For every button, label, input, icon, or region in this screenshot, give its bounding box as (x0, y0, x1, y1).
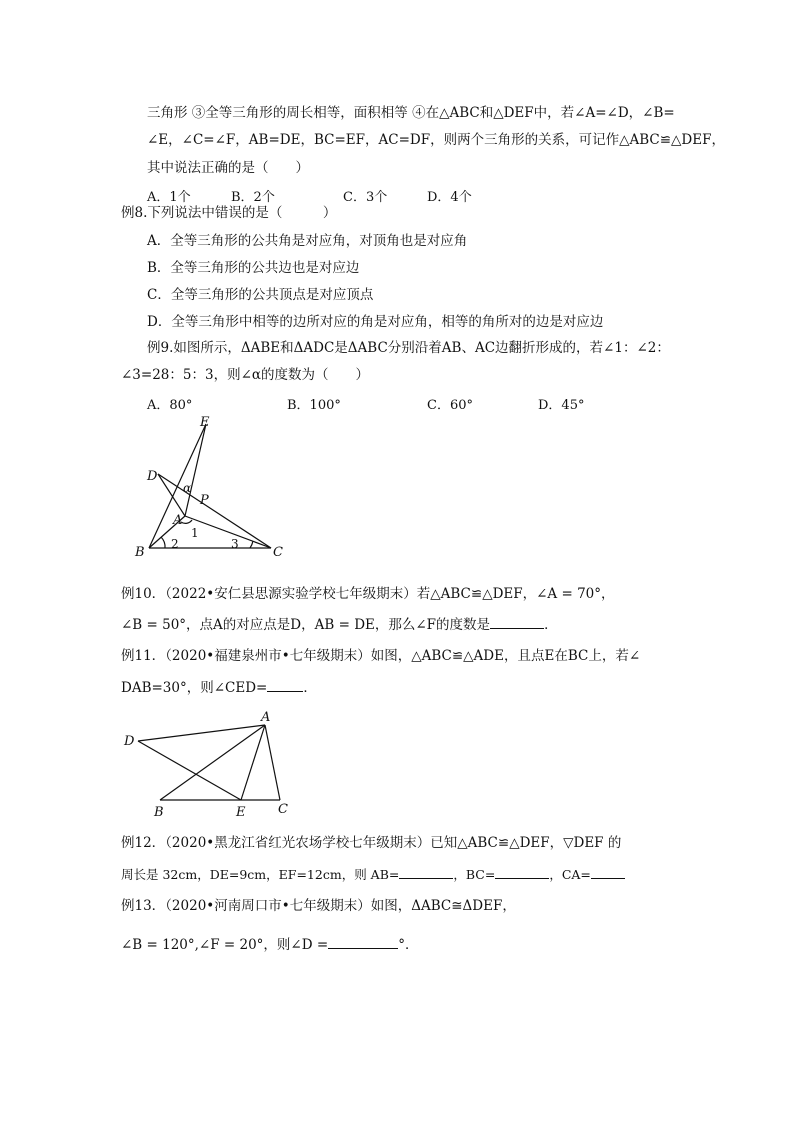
q8-option-a: A．全等三角形的公共角是对应角，对顶角也是对应角 (147, 233, 468, 249)
q13-answer-blank[interactable] (328, 934, 398, 949)
angle-1-arc (181, 520, 192, 523)
q7-line1: 三角形 ③全等三角形的周长相等，面积相等 ④在△ABC和△DEF中，若∠A=∠D，∠B= (147, 105, 675, 121)
label-angle-3: 3 (231, 537, 239, 551)
label-e: E (200, 415, 210, 430)
q10-line2-text: ∠B = 50°，点A的对应点是D，AB = DE，那么∠F的度数是 (121, 617, 491, 633)
q9-line2: ∠3=28：5：3，则∠α的度数为（ ） (121, 367, 369, 383)
q7-option-a: A．1个 (147, 190, 191, 205)
angle-3-arc (250, 541, 253, 548)
q13-line2 (121, 934, 418, 954)
q9-figure (125, 412, 295, 564)
q8-option-d: D．全等三角形中相等的边所对应的角是对应角，相等的角所对的边是对应边 (147, 314, 604, 330)
label-d: D (147, 469, 158, 484)
q11-figure (118, 707, 300, 819)
q12-line2-c: ，CA= (549, 867, 591, 882)
segment-da (158, 474, 185, 516)
q12-ab-blank[interactable] (399, 864, 453, 879)
angle-2-arc (161, 537, 165, 548)
q13-line2-end: °． (398, 937, 419, 953)
q7-line3: 其中说法正确的是（ ） (147, 160, 309, 176)
label-alpha: α (183, 481, 192, 495)
q10-answer-blank[interactable] (490, 614, 544, 629)
q12-line1: 例12．（2020•黑龙江省红光农场学校七年级期末）已知△ABC≌△DEF，▽DEF 的 (121, 835, 622, 851)
q7-option-b: B．2个 (231, 190, 275, 205)
q13-line1: 例13．（2020•河南周口市•七年级期末）如图，ΔABC≅ΔDEF， (121, 898, 516, 914)
q12-ca-blank[interactable] (591, 864, 625, 879)
label-c: C (278, 802, 288, 817)
q9-option-a: A．80° (147, 398, 193, 413)
label-b: B (135, 545, 145, 560)
q10-line1: 例10．（2022•安仁县思源实验学校七年级期末）若△ABC≌△DEF，∠A = 70°， (121, 586, 615, 602)
q11-line2-end: ． (303, 680, 317, 696)
segment-ac (265, 725, 280, 800)
q8-stem: 例8.下列说法中错误的是（ ） (121, 205, 337, 221)
label-e: E (236, 805, 246, 819)
label-angle-2: 2 (171, 537, 179, 551)
q11-line2-text: DAB=30°，则∠CED= (121, 680, 268, 696)
q8-option-b: B．全等三角形的公共边也是对应边 (147, 260, 360, 276)
q7-option-d: D．4个 (427, 190, 472, 205)
segment-ae (241, 725, 265, 800)
q12-line2 (121, 864, 625, 884)
q11-answer-blank[interactable] (267, 677, 303, 692)
q12-line2-a: 周长是 32cm，DE=9cm，EF=12cm，则 AB= (121, 867, 400, 882)
q7-option-c: C．3个 (343, 190, 388, 205)
label-c: C (273, 545, 283, 560)
q13-line2-text: ∠B = 120°,∠F = 20°，则∠D = (121, 937, 329, 953)
q9-option-b: B．100° (287, 398, 341, 413)
q9-option-c: C．60° (427, 398, 473, 413)
q10-line2 (121, 614, 558, 634)
label-angle-1: 1 (191, 526, 199, 540)
q12-bc-blank[interactable] (495, 864, 549, 879)
q9-option-d: D．45° (538, 398, 585, 413)
label-p: P (200, 493, 209, 508)
q8-option-c: C．全等三角形的公共顶点是对应顶点 (147, 287, 374, 303)
segment-de (138, 741, 241, 800)
label-a: A (173, 513, 183, 528)
label-d: D (124, 734, 135, 749)
q9-line1: 例9.如图所示，ΔABE和ΔADC是ΔABC分别沿着AB、AC边翻折形成的，若∠1：∠2： (147, 340, 670, 356)
label-a: A (261, 710, 271, 725)
q11-line2 (121, 677, 317, 697)
q11-line1: 例11．（2020•福建泉州市•七年级期末）如图，△ABC≌△ADE，且点E在BC上，若∠ (121, 648, 641, 664)
q12-line2-b: ，BC= (453, 867, 496, 882)
q7-line2: ∠E，∠C=∠F，AB=DE，BC=EF，AC=DF，则两个三角形的关系，可记作△ABC≌△DEF， (147, 132, 725, 148)
label-b: B (154, 805, 164, 819)
q10-line2-end: ． (544, 617, 558, 633)
